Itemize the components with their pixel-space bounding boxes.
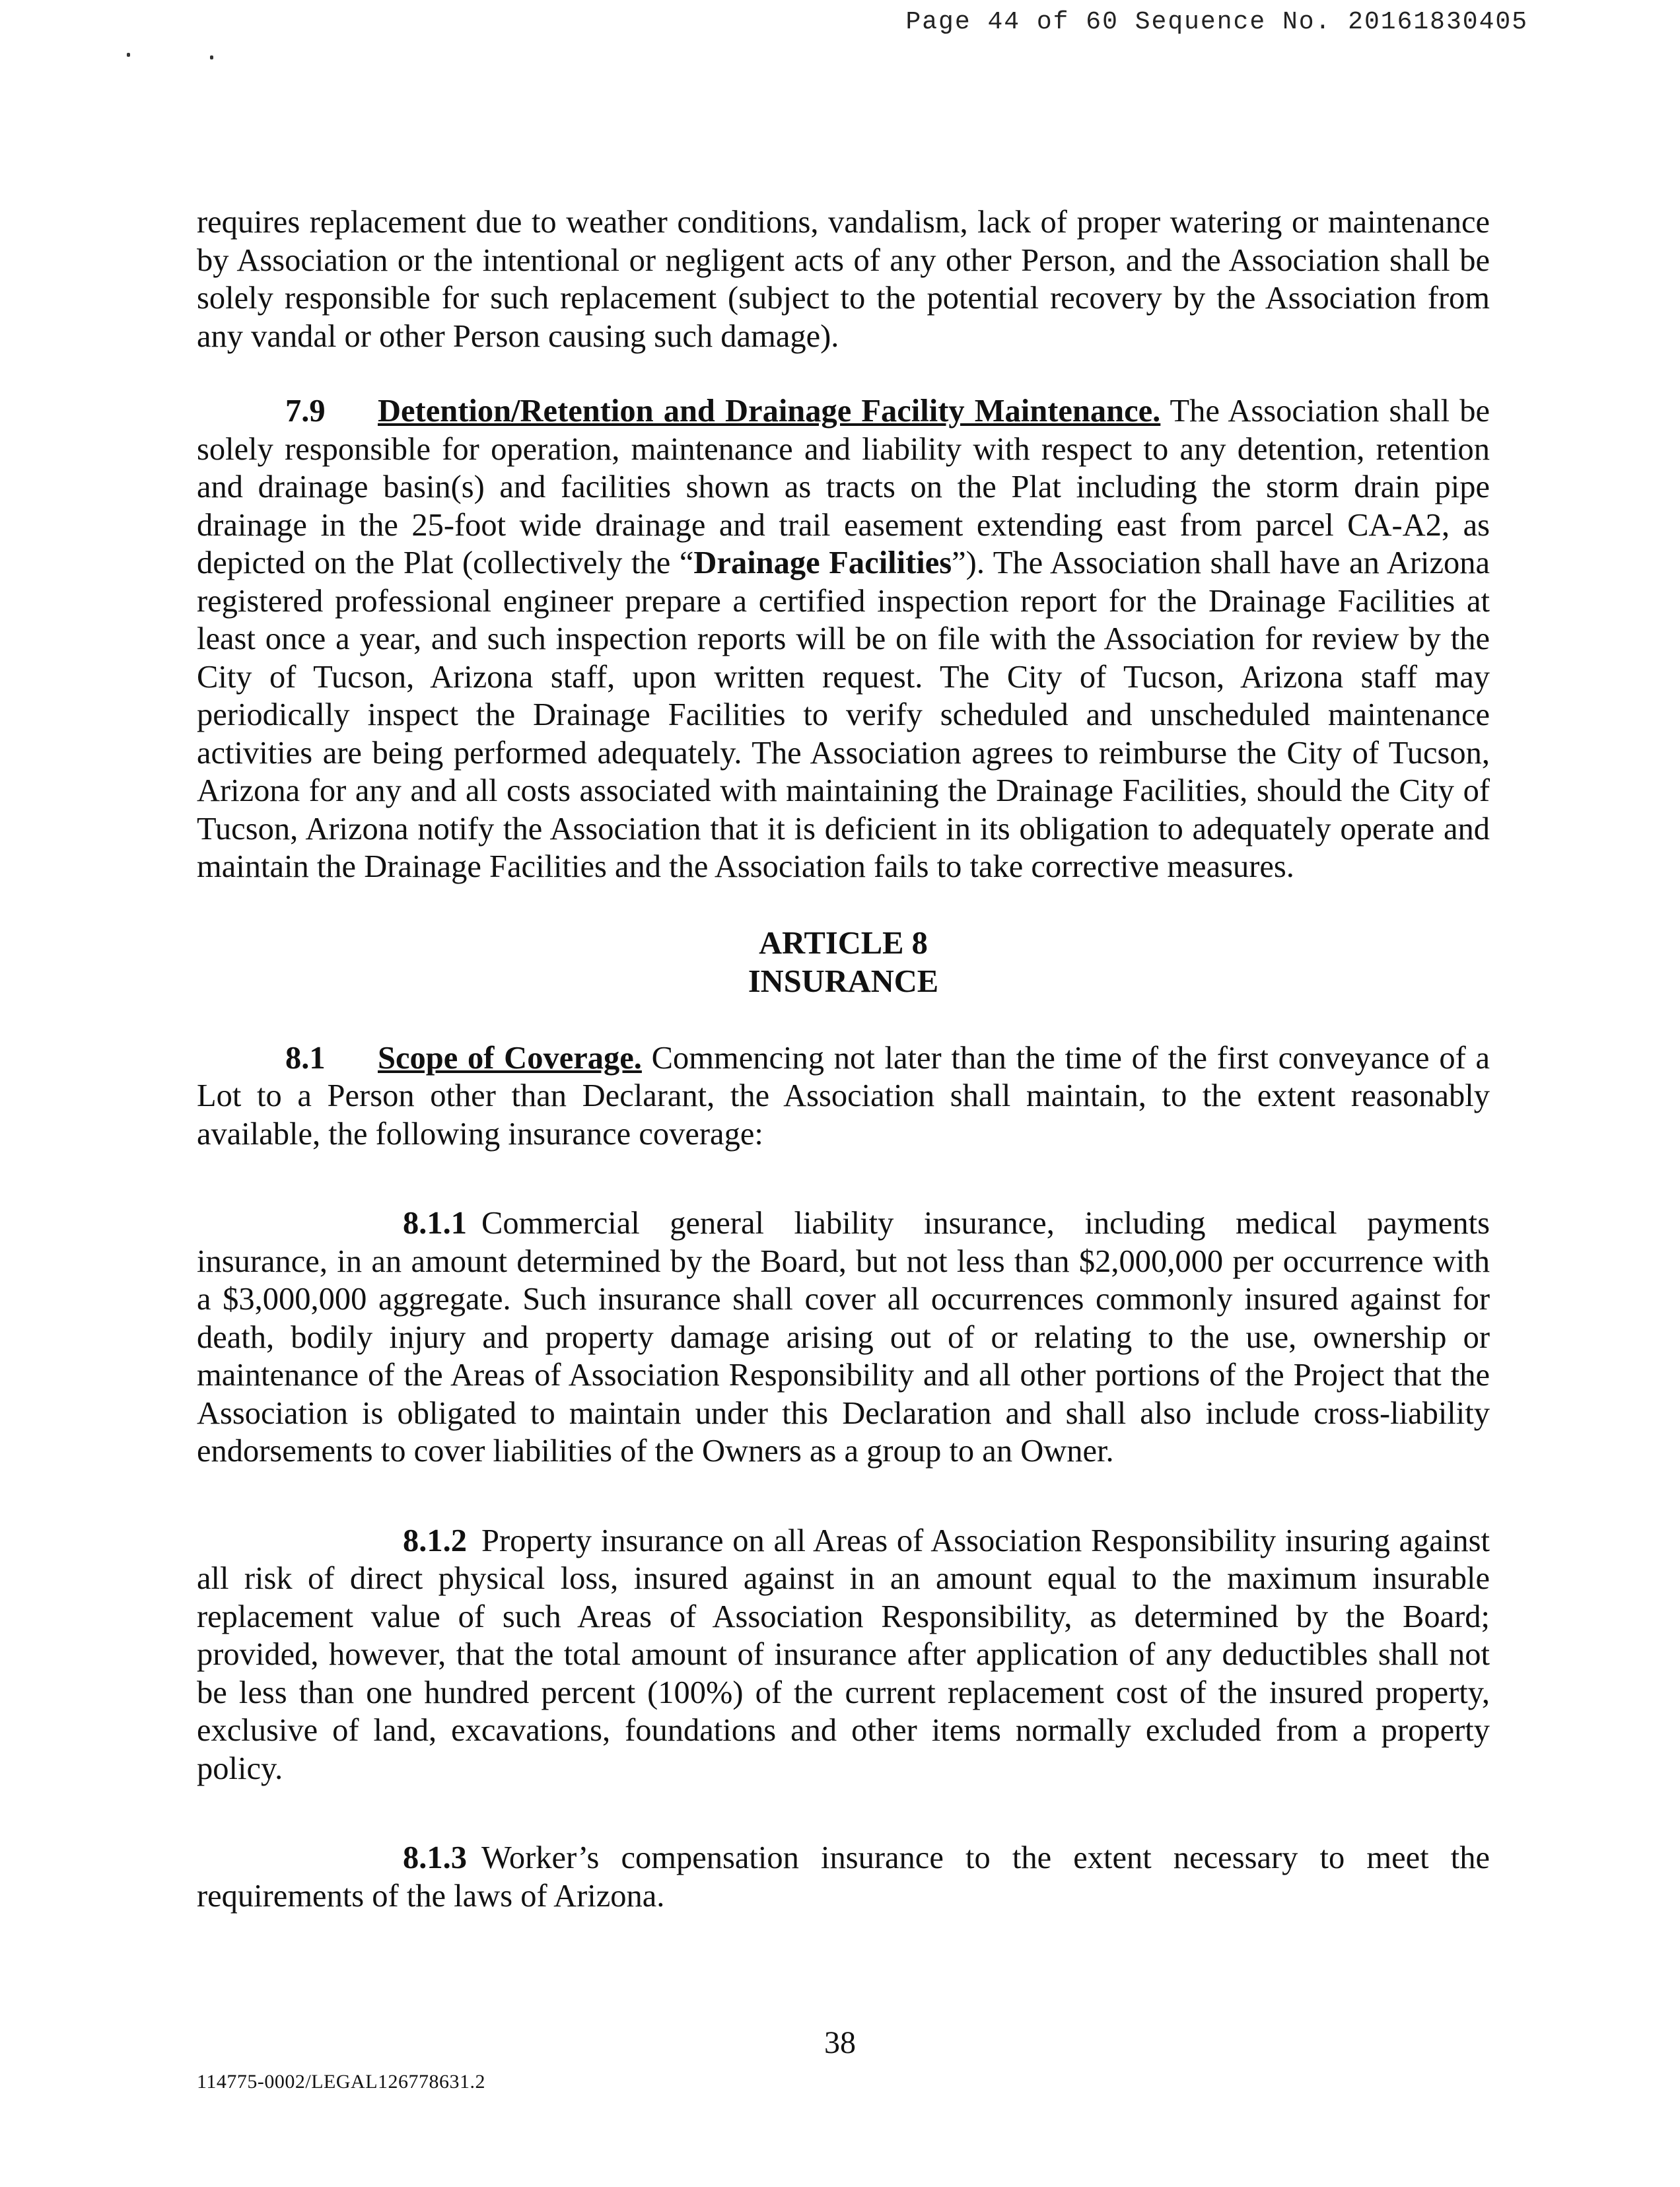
article-title: INSURANCE xyxy=(748,963,939,999)
section-text: The Association shall be solely responsible for operation, maintenance and liability with respect to any detention, retention and drainage basin(s) and facilities shown as tracts on the Plat including the storm drain pipe drainage in the 25-foot wide drainage and trail easement extending east from parcel CA-A2, as depicted on the Plat (collectively the “ xyxy=(197,394,1490,580)
subsection-text: Worker’s compensation insurance to the extent necessary to meet the requirements of the laws of Arizona. xyxy=(197,1840,1490,1914)
subsection-number: 8.1.3 xyxy=(403,1840,467,1875)
subsection-text: Commercial general liability insurance, including medical payments insurance, in an amount determined by the Board, but not less than $2,000,000 per occurrence with a $3,000,000 aggregate. Such insurance shall cover all occurrences commonly insured against for death, bodily injury and property damage arising out of or relating to the use, ownership or maintenance of the Areas of Association Responsibility and all other portions of the Project that the Association is obligated to maintain under this Declaration and shall also include cross-liability endorsements to cover liabilities of the Owners as a group to an Owner. xyxy=(197,1206,1490,1469)
section-number: 7.9 xyxy=(285,394,326,429)
scan-speck xyxy=(210,55,213,59)
document-body xyxy=(197,203,1490,1915)
subsection-8-1-1-paragraph xyxy=(197,1204,1490,1471)
defined-term: Drainage Facilities xyxy=(693,545,952,580)
continuation-paragraph: requires replacement due to weather conditions, vandalism, lack of proper watering or maintenance by Association or the intentional or negligent acts of any other Person, and the Association shall be solely responsible for such replacement (subject to the potential recovery by the Association from any vandal or other Person causing such damage). xyxy=(197,205,1490,354)
article-number: ARTICLE 8 xyxy=(759,925,928,961)
page-sequence-stamp: Page 44 of 60 Sequence No. 20161830405 xyxy=(905,8,1528,36)
subsection-text: Property insurance on all Areas of Association Responsibility insuring against all risk of direct physical loss, insured against in an amount equal to the maximum insurable replacement value of such Areas of Association Responsibility, as determined by the Board; provided, however, that the total amount of insurance after application of any deductibles shall not be less than one hundred percent (100%) of the current replacement cost of the insured property, exclusive of land, excavations, foundations and other items normally excluded from a property policy. xyxy=(197,1523,1490,1786)
section-7-9-paragraph xyxy=(197,392,1490,886)
subsection-8-1-2-paragraph xyxy=(197,1522,1490,1788)
subsection-8-1-3-paragraph xyxy=(197,1839,1490,1915)
subsection-number: 8.1.1 xyxy=(403,1206,467,1241)
document-id: 114775-0002/LEGAL126778631.2 xyxy=(197,2071,486,2093)
section-number: 8.1 xyxy=(285,1040,326,1076)
section-text: Commencing not later than the time of the first conveyance of a Lot to a Person other than Declarant, the Association shall maintain, to the extent reasonably available, the following insurance coverage: xyxy=(197,1040,1490,1152)
section-title: Scope of Coverage. xyxy=(378,1040,642,1076)
scan-speck xyxy=(127,53,130,57)
subsection-number: 8.1.2 xyxy=(403,1523,467,1558)
article-heading xyxy=(197,924,1490,1001)
section-title: Detention/Retention and Drainage Facility Maintenance. xyxy=(378,394,1161,429)
page-number: 38 xyxy=(824,2025,856,2060)
section-8-1-paragraph xyxy=(197,1039,1490,1154)
section-text: ”). The Association shall have an Arizona registered professional engineer prepare a certified inspection report for the Drainage Facilities at least once a year, and such inspection reports will be on file with the Association for review by the City of Tucson, Arizona staff, upon written request. The City of Tucson, Arizona staff may periodically inspect the Drainage Facilities to verify scheduled and unscheduled maintenance activities are being performed adequately. The Association agrees to reimburse the City of Tucson, Arizona for any and all costs associated with maintaining the Drainage Facilities, should the City of Tucson, Arizona notify the Association that it is deficient in its obligation to adequately operate and maintain the Drainage Facilities and the Association fails to take corrective measures. xyxy=(197,545,1490,884)
